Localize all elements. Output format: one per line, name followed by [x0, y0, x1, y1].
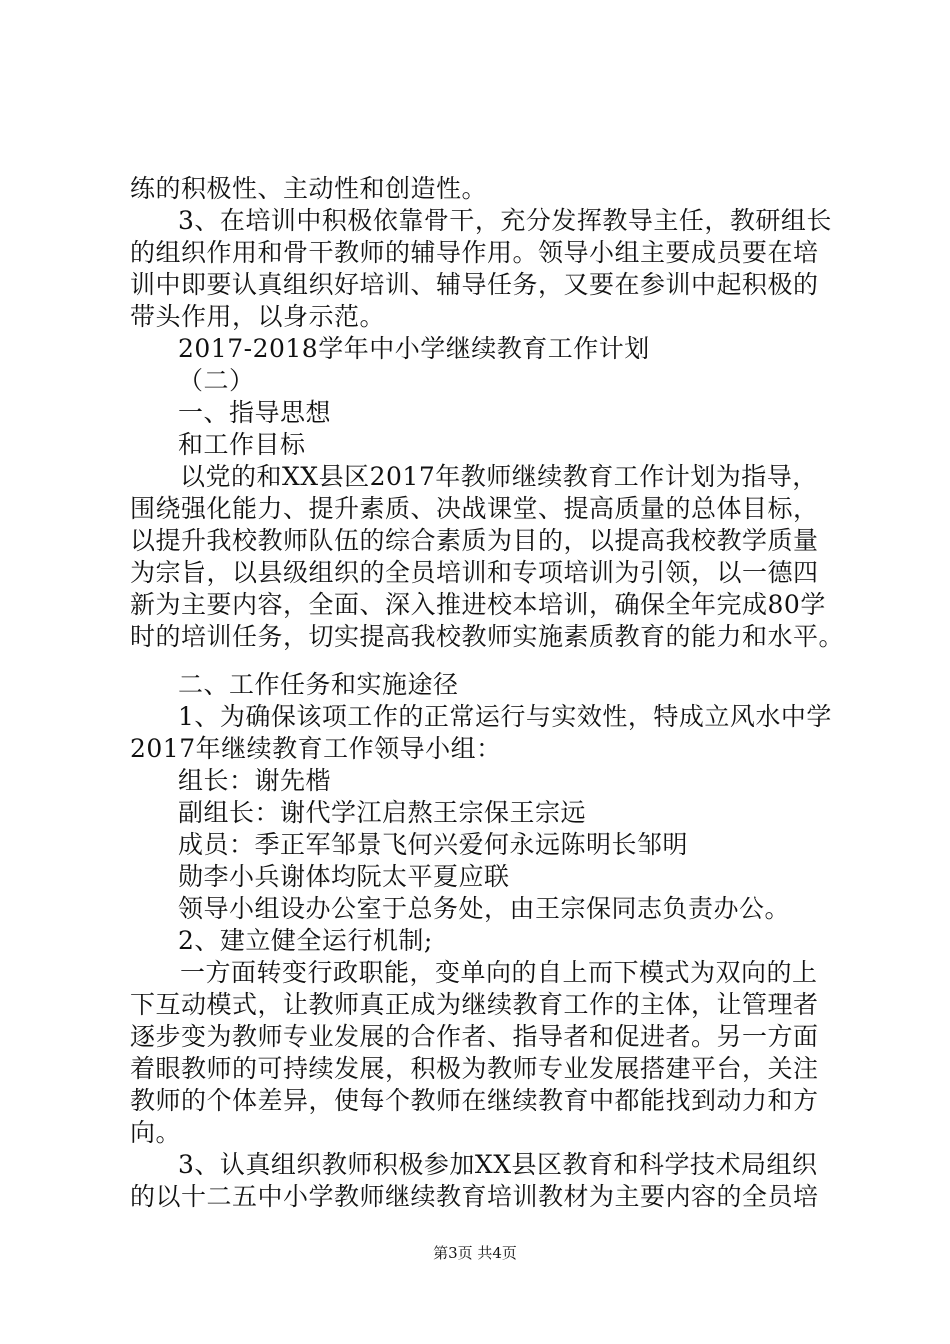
paragraph-line: 一方面转变行政职能，变单向的自上而下模式为双向的上 — [180, 958, 818, 987]
paragraph-line: 向。 — [130, 1118, 182, 1147]
paragraph-line: 成员：季正军邹景飞何兴爱何永远陈明长邹明 — [178, 830, 689, 859]
paragraph-line: 下互动模式，让教师真正成为继续教育工作的主体，让管理者 — [130, 990, 819, 1019]
paragraph-line: 围绕强化能力、提升素质、决战课堂、提高质量的总体目标， — [130, 494, 819, 523]
paragraph-line: 组长：谢先楷 — [178, 766, 332, 795]
paragraph-line: 带头作用，以身示范。 — [130, 302, 386, 331]
paragraph-line: 逐步变为教师专业发展的合作者、指导者和促进者。另一方面 — [130, 1022, 819, 1051]
paragraph-line: 时的培训任务，切实提高我校教师实施素质教育的能力和水平。 — [130, 622, 845, 651]
paragraph-line: 以提升我校教师队伍的综合素质为目的，以提高我校教学质量 — [130, 526, 819, 555]
paragraph-line: 1、为确保该项工作的正常运行与实效性，特成立风水中学 — [178, 702, 832, 731]
page-number: 第3页 共4页 — [433, 1244, 517, 1262]
paragraph-line: 的以十二五中小学教师继续教育培训教材为主要内容的全员培 — [130, 1182, 819, 1211]
heading-line: 二、工作任务和实施途径 — [178, 670, 459, 699]
paragraph-line: 副组长：谢代学江启熬王宗保王宗远 — [178, 798, 587, 827]
paragraph-line: 以党的和XX县区2017年教师继续教育工作计划为指导， — [180, 462, 818, 491]
section-subtitle: （二） — [178, 366, 255, 395]
heading-line: 一、指导思想 — [178, 398, 332, 427]
heading-line: 和工作目标 — [178, 430, 306, 459]
paragraph-line: 着眼教师的可持续发展，积极为教师专业发展搭建平台，关注 — [130, 1054, 819, 1083]
paragraph-line: 领导小组设办公室于总务处，由王宗保同志负责办公。 — [178, 894, 791, 923]
heading-line: 2、建立健全运行机制; — [178, 926, 433, 955]
paragraph-line: 3、在培训中积极依靠骨干，充分发挥教导主任，教研组长 — [178, 206, 832, 235]
paragraph-line: 的组织作用和骨干教师的辅导作用。领导小组主要成员要在培 — [130, 238, 819, 267]
section-title: 2017-2018学年中小学继续教育工作计划 — [178, 334, 650, 363]
paragraph-line: 3、认真组织教师积极参加XX县区教育和科学技术局组织 — [178, 1150, 818, 1179]
paragraph-line: 为宗旨，以县级组织的全员培训和专项培训为引领，以一德四 — [130, 558, 819, 587]
paragraph-line: 训中即要认真组织好培训、辅导任务，又要在参训中起积极的 — [130, 270, 819, 299]
paragraph-line: 教师的个体差异，使每个教师在继续教育中都能找到动力和方 — [130, 1086, 819, 1115]
paragraph-line: 2017年继续教育工作领导小组： — [130, 734, 502, 763]
paragraph-line: 新为主要内容，全面、深入推进校本培训，确保全年完成80学 — [130, 590, 826, 619]
paragraph-line: 练的积极性、主动性和创造性。 — [130, 174, 488, 203]
paragraph-line: 勋李小兵谢体均阮太平夏应联 — [178, 862, 510, 891]
